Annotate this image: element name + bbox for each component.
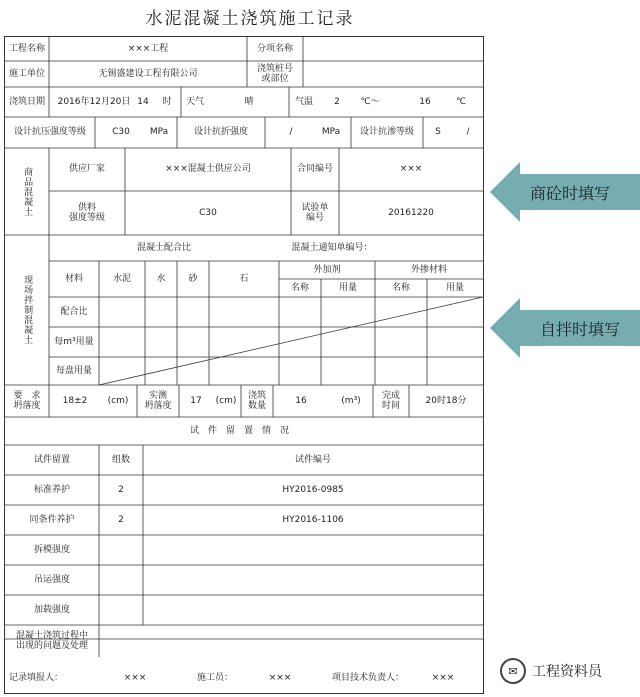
stone-header: 石 <box>239 273 249 284</box>
temperature-unit: ℃ <box>455 96 467 107</box>
pour-location-value <box>303 61 483 87</box>
water-header: 水 <box>156 273 166 284</box>
admixture-qty-header: 用量 <box>338 282 357 293</box>
supplier-label: 供应厂家 <box>68 164 105 175</box>
specimen-row-count <box>99 595 143 625</box>
measured-slump-unit: (cm) <box>215 395 237 406</box>
measured-slump-value: 17 <box>190 395 202 406</box>
specimen-row-count <box>99 565 143 595</box>
pour-date-value: 2016年12月20日 <box>57 96 131 107</box>
additional-name-header: 名称 <box>391 282 410 293</box>
specimen-row-name: 标准养护 <box>33 484 70 495</box>
specimen-type-header: 试件留置 <box>33 454 70 465</box>
specimen-row-count <box>99 535 143 565</box>
specimen-row-name: 同条件养护 <box>29 514 75 525</box>
additional-material-header: 外掺材料 <box>410 264 447 275</box>
specimen-row-name: 吊运强度 <box>33 574 70 585</box>
pour-hour-unit: 时 <box>162 96 172 107</box>
construction-record-form <box>4 36 484 694</box>
page-title: 水泥混凝土浇筑施工记录 <box>145 9 355 29</box>
pour-quantity-unit: (m³) <box>341 395 361 406</box>
specimen-row-count: 2 <box>118 484 124 495</box>
design-impermeability-value: S <box>435 127 441 138</box>
item-name-label: 分项名称 <box>256 43 293 54</box>
specimen-count-header: 组数 <box>111 454 130 465</box>
design-compressive-unit: MPa <box>149 127 169 138</box>
temperature-low: 2 <box>334 96 340 107</box>
builder-value: ××× <box>268 672 292 683</box>
watermark-text: 工程资料员 <box>532 664 602 680</box>
specimen-row-code: HY2016-0985 <box>282 484 344 495</box>
tech-lead-label: 项目技术负责人： <box>331 672 404 683</box>
specimen-row-code <box>143 595 483 625</box>
specimen-row-code: HY2016-1106 <box>282 514 344 525</box>
temperature-high: 16 <box>419 96 431 107</box>
admixture-header: 外加剂 <box>313 264 341 275</box>
per-m3-row-label: 每m³用量 <box>54 336 94 347</box>
sand-header: 砂 <box>188 273 198 284</box>
completion-time-value: 20时18分 <box>425 395 467 406</box>
item-name-value <box>303 37 483 61</box>
recorder-label: 记录填报人： <box>9 672 64 683</box>
site-mix-side-label: 现场拌制混凝土 <box>22 275 33 345</box>
completion-time-label: 完成 时间 <box>381 390 400 411</box>
pour-date-label: 浇筑日期 <box>8 96 45 107</box>
specimen-code-header: 试件编号 <box>294 454 331 465</box>
admixture-name-header: 名称 <box>290 282 309 293</box>
specimen-row-name: 加载强度 <box>33 604 70 615</box>
chat-icon: ✉ <box>500 658 526 684</box>
supplier-value: ×××混凝土供应公司 <box>165 164 251 175</box>
pour-location-label: 浇筑桩号 或部位 <box>256 63 293 84</box>
builder-label: 施工员： <box>196 672 233 683</box>
weather-value: 晴 <box>244 96 254 107</box>
design-flexural-value: / <box>289 127 293 138</box>
notice-number-label: 混凝土通知单编号： <box>291 242 373 253</box>
specimen-row-count: 2 <box>118 514 124 525</box>
commercial-callout-text: 商砼时填写 <box>530 183 611 203</box>
contract-number-label: 合同编号 <box>296 164 333 175</box>
tech-lead-value: ××× <box>431 672 455 683</box>
contract-number-value: ××× <box>399 164 423 175</box>
test-number-label: 试验单 编号 <box>301 202 329 223</box>
required-slump-label: 要 求 坍落度 <box>13 390 41 411</box>
measured-slump-label: 实测 坍落度 <box>144 390 172 411</box>
pour-hour-value: 14 <box>137 96 149 107</box>
commercial-concrete-side-label: 商品混凝土 <box>22 166 33 217</box>
mix-ratio-header: 混凝土配合比 <box>136 242 191 253</box>
contractor-label: 施工单位 <box>8 68 45 79</box>
specimen-row-code <box>143 565 483 595</box>
pour-quantity-label: 浇筑 数量 <box>247 390 266 411</box>
design-flexural-label: 设计抗折强度 <box>193 127 248 138</box>
pour-quantity-value: 16 <box>295 395 307 406</box>
design-flexural-unit: MPa <box>321 127 341 138</box>
problems-label: 混凝土浇筑过程中 出现的问题及处理 <box>15 630 88 651</box>
per-batch-row-label: 每盘用量 <box>55 365 92 376</box>
design-impermeability-label: 设计抗渗等级 <box>359 127 414 138</box>
project-name-value: ×××工程 <box>127 43 169 54</box>
watermark <box>500 658 602 684</box>
cement-header: 水泥 <box>112 273 131 284</box>
project-name-label: 工程名称 <box>8 43 45 54</box>
temperature-separator: ℃～ <box>360 96 380 107</box>
additional-qty-header: 用量 <box>445 282 464 293</box>
material-header: 材料 <box>64 273 83 284</box>
recorder-value: ××× <box>123 672 147 683</box>
site-mix-callout-text: 自拌时填写 <box>540 319 621 339</box>
mix-ratio-row-label: 配合比 <box>60 306 88 317</box>
temperature-label: 气温 <box>294 96 313 107</box>
design-impermeability-extra: / <box>466 127 470 138</box>
design-compressive-label: 设计抗压强度等级 <box>13 127 86 138</box>
test-number-value: 20161220 <box>388 207 434 218</box>
specimen-row-name: 拆模强度 <box>33 544 70 555</box>
required-slump-value: 18±2 <box>62 395 88 406</box>
design-compressive-value: C30 <box>112 127 130 138</box>
weather-label: 天气 <box>185 96 204 107</box>
contractor-value: 无锡盛建设工程有限公司 <box>98 68 198 79</box>
specimen-section-header: 试件留置情况 <box>189 425 298 436</box>
supply-grade-label: 供料 强度等级 <box>68 202 105 223</box>
required-slump-unit: (cm) <box>107 395 129 406</box>
specimen-row-code <box>143 535 483 565</box>
supply-grade-value: C30 <box>199 207 217 218</box>
